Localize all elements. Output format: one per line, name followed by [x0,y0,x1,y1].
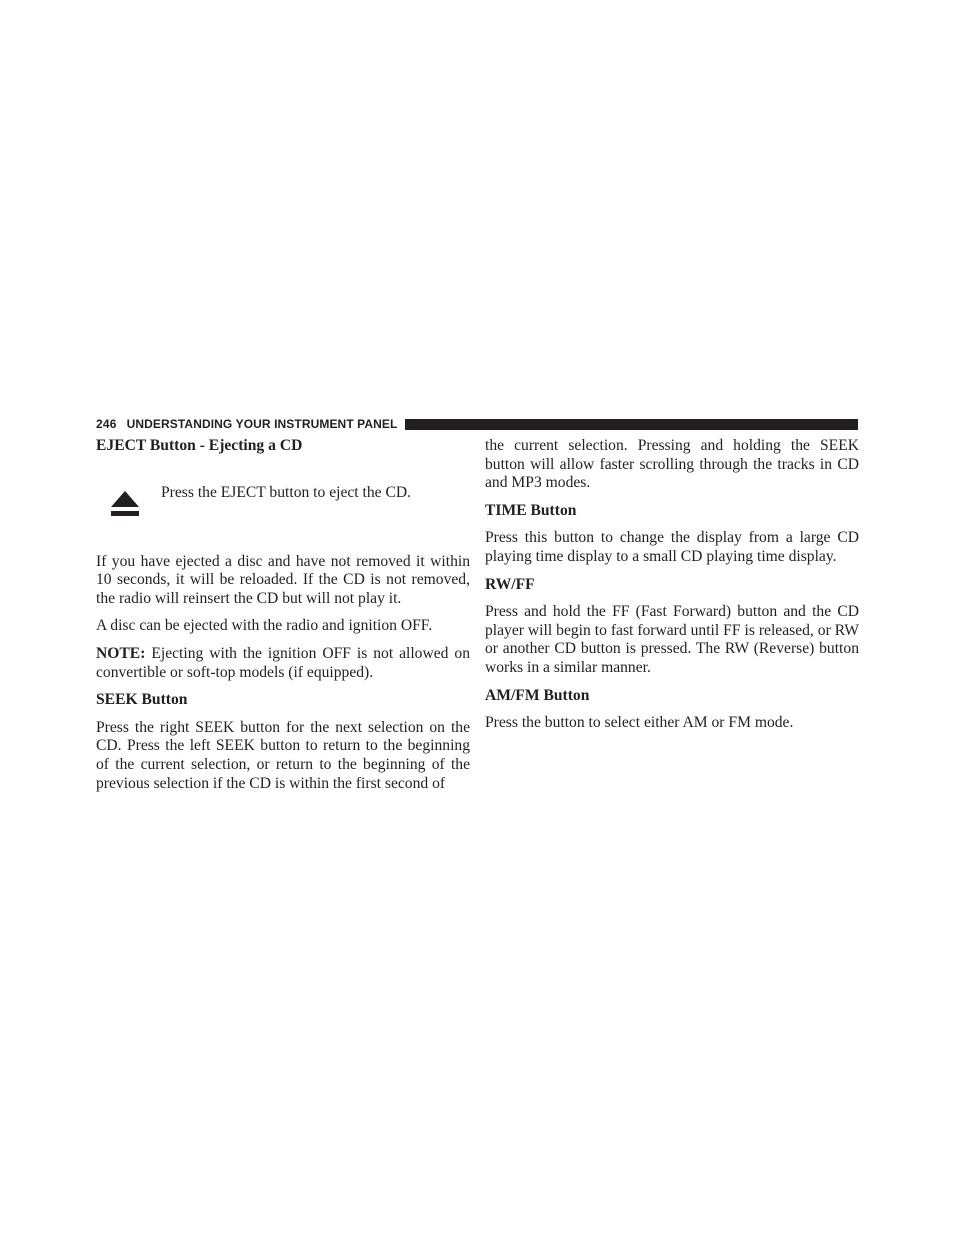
note-label: NOTE: [96,644,146,662]
eject-icon-row [96,484,470,517]
eject-reload-paragraph: If you have ejected a disc and have not removed it within 10 seconds, it will be reloaded. If the CD is not removed, the radio will reinsert the CD but will not play it. [96,552,470,607]
note-paragraph [96,645,470,682]
note-text: Ejecting with the ignition OFF is not allowed on convertible or soft-top models (if equipped). [96,644,470,681]
rwff-heading: RW/FF [485,575,535,593]
seek-continued-paragraph: the current selection. Pressing and holding the SEEK button will allow faster scrolling through the tracks in CD and MP3 modes. [485,437,859,492]
eject-icon-text: Press the EJECT button to eject the CD. [161,483,412,501]
seek-paragraph: Press the right SEEK button for the next selection on the CD. Press the left SEEK button to return to the beginning of the current selection, or return to the beginning of the previous selection if the CD is within the first second of [96,718,470,792]
seek-heading: SEEK Button [96,691,188,709]
left-column [96,437,470,802]
time-paragraph: Press this button to change the display from a large CD playing time display to a small CD playing time display. [485,529,859,565]
eject-heading: EJECT Button - Ejecting a CD [96,437,303,454]
amfm-paragraph: Press the button to select either AM or FM mode. [485,714,794,732]
rwff-paragraph: Press and hold the FF (Fast Forward) button and the CD player will begin to fast forward until FF is released, or RW or another CD button is pressed. The RW (Reverse) button works in a similar manner. [485,603,859,676]
page-number: 246 [96,417,117,431]
amfm-heading: AM/FM Button [485,686,590,704]
page-header [96,416,858,432]
time-heading: TIME Button [485,501,577,519]
eject-ignition-paragraph: A disc can be ejected with the radio and ignition OFF. [96,617,433,635]
right-column [485,437,859,742]
header-rule [405,419,858,430]
section-title: UNDERSTANDING YOUR INSTRUMENT PANEL [126,417,398,431]
eject-icon [111,491,139,517]
